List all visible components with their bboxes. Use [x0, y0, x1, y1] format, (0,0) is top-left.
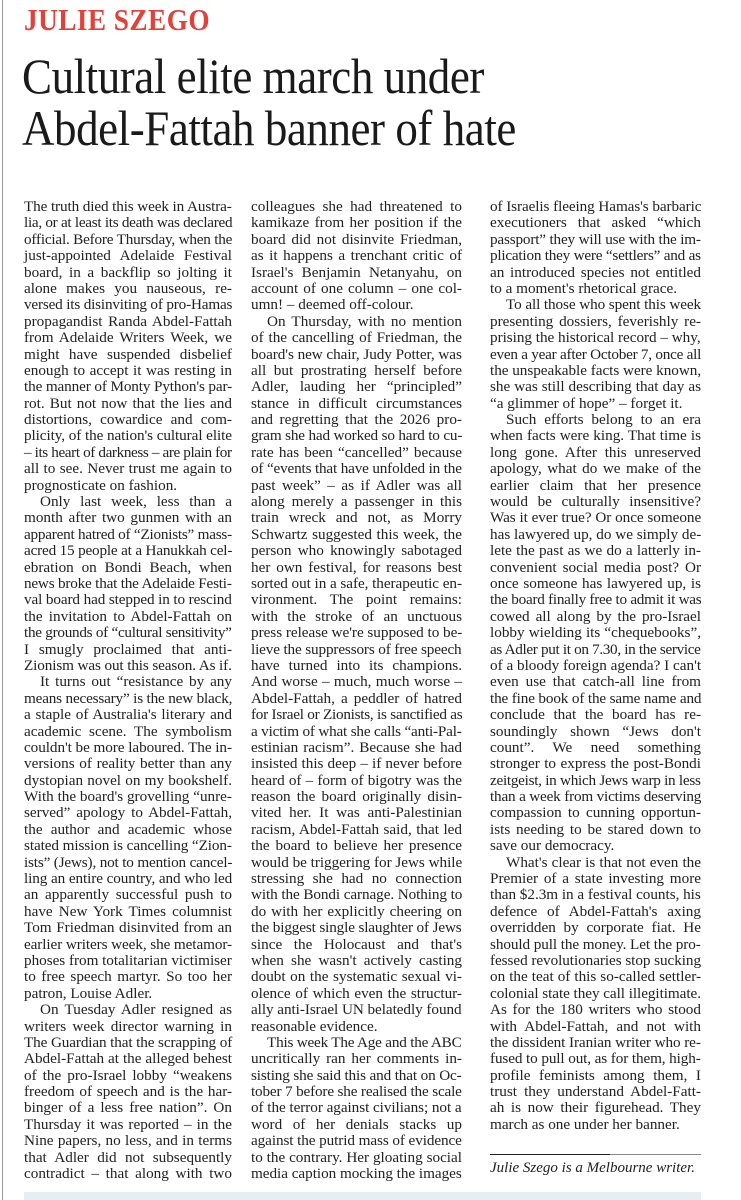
article-line: What's clear is that not even the — [506, 853, 701, 871]
author-byline: JULIE SZEGO — [24, 2, 211, 37]
page-edge-rule — [2, 0, 3, 1200]
article-line: long gone. After this unreserved — [490, 443, 701, 461]
article-line: of a bloody foreign agenda? I can't — [490, 656, 702, 674]
article-line: as Adler put it on 7.30, in the service — [490, 640, 701, 658]
article-line: from Adelaide Writers Week, we — [24, 329, 232, 347]
article-line: the fine book of the same name and — [490, 689, 702, 707]
article-line: all to see. Never trust me again to — [24, 460, 232, 478]
article-line: of the pro-Israel lobby “weakens — [24, 1066, 232, 1084]
article-line: colonial state they call illegitimate. — [490, 984, 701, 1002]
article-line: sisting she said this and that on Oc- — [251, 1066, 462, 1084]
article-line: ally anti-Israel UN belatedly found — [251, 1001, 462, 1019]
article-line: olence of which even the structur- — [251, 984, 462, 1002]
article-line: reason the board originally disin- — [251, 788, 462, 806]
article-line: rot. But not now that the lies and — [24, 394, 232, 412]
article-line: And worse – much, much worse – — [251, 673, 462, 691]
article-line: since the Holocaust and that's — [251, 935, 462, 953]
article-line: have turned into its champions. — [251, 656, 462, 674]
article-line: “a glimmer of hope” – forget it. — [490, 394, 683, 412]
article-line: along merely a passenger in this — [251, 493, 462, 511]
article-line: patron, Louise Adler. — [24, 984, 153, 1002]
article-line: the board finally free to admit it was — [490, 591, 702, 609]
article-line: the author and academic whose — [24, 820, 232, 838]
article-line: lia, or at least its death was declared — [24, 214, 233, 232]
article-line: On Tuesday Adler resigned as — [40, 1001, 232, 1019]
article-line: even use that catch-all line from — [490, 673, 701, 691]
article-line: prising the historical record – why, — [490, 329, 701, 347]
article-line: for Israel or Zionists, is sanctified as — [251, 706, 463, 724]
article-line: defence of Abdel-Fattah's axing — [490, 902, 701, 920]
article-line: contradict – that along with two — [24, 1165, 232, 1183]
article-line: with Abdel-Fattah, and not with — [490, 1017, 701, 1035]
article-line: tober 7 before she realised the scale — [251, 1083, 462, 1101]
article-line: the manner of Monty Python's par- — [24, 378, 233, 396]
article-line: of the terror against civilians; not a — [251, 1099, 462, 1117]
article-line: cowed all along by the pro-Israel — [490, 607, 701, 625]
article-line: do with her explicitly cheering on — [251, 902, 462, 920]
article-line: with the stroke of an unctuous — [251, 607, 462, 625]
article-line: stated mission is cancelling “Zion- — [24, 837, 232, 855]
article-line: heard of – form of bigotry was the — [251, 771, 462, 789]
article-line: On Thursday, with no mention — [267, 312, 462, 330]
article-line: ists needing to be stared down to — [490, 820, 701, 838]
article-line: sorted out in a safe, therapeutic en- — [251, 574, 462, 592]
article-line: writers week director warning in — [24, 1017, 232, 1035]
article-line: past week” – as if Adler was all — [251, 476, 462, 494]
article-line: stance in difficult circumstances — [251, 394, 462, 412]
article-line: account of one column – one col- — [251, 279, 462, 297]
article-line: stressing she had no connection — [251, 870, 462, 888]
headline-line-2: Abdel-Fattah banner of hate — [22, 100, 516, 156]
article-line: apology, what do we make of the — [490, 460, 701, 478]
article-line: acred 15 people at a Hanukkah cel- — [24, 542, 233, 560]
article-line: fused to pull out, as for them, high- — [490, 1050, 701, 1068]
article-line: of Israelis fleeing Hamas's barbaric — [490, 198, 702, 215]
article-line: – its heart of darkness – are plain for — [24, 443, 232, 461]
article-line: press release we're supposed to be- — [251, 624, 463, 642]
article-line: Adler, lauding her “principled” — [251, 378, 462, 396]
article-line: versions of reality better than any — [24, 755, 232, 773]
article-line: should pull the money. Let the pro- — [490, 935, 701, 953]
headline-line-1: Cultural elite march under — [22, 48, 484, 104]
article-line: the invitation to Abdel-Fattah on — [24, 607, 232, 625]
article-line: conclude that the board has re- — [490, 706, 701, 724]
article-line: convenient social media post? Or — [490, 558, 701, 576]
article-line: and regretting that the 2026 pro- — [251, 411, 462, 429]
article-line: person who knowingly sabotaged — [251, 542, 462, 560]
article-line: on the teat of this so-called settler- — [490, 968, 701, 986]
article-line: phoses from totalitarian victimiser — [24, 951, 232, 969]
article-line: gram she had worked so hard to cu- — [251, 427, 463, 445]
article-line: As for the 180 writers who stood — [490, 1001, 701, 1019]
article-line: earlier writers week, she metamor- — [24, 935, 232, 953]
article-column-2 — [251, 199, 462, 1182]
article-line: news broke that the Adelaide Festi- — [24, 574, 232, 592]
article-line: lete the past as we do a latterly in- — [490, 542, 701, 560]
article-line: Was it ever true? Or once someone — [490, 509, 702, 527]
article-line: has lawyered up, do we simply de- — [490, 525, 702, 543]
article-line: colleagues she had threatened to — [251, 198, 462, 215]
article-line: save our democracy. — [490, 837, 615, 855]
article-line: presenting dossiers, feverishly re- — [490, 312, 701, 330]
article-line: march as one under her banner. — [490, 1115, 680, 1133]
article-line: a staple of Australia's literary and — [24, 706, 232, 724]
article-line: versed its disinviting of pro-Hamas — [24, 296, 233, 314]
article-line: umn! – deemed off-colour. — [251, 296, 414, 314]
article-line: ists” (Jews), not to mention cancel- — [24, 853, 233, 871]
article-line: board's new chair, Judy Potter, was — [251, 345, 462, 363]
article-line: an introduced species not entitled — [490, 263, 701, 281]
article-line: val board had stepped in to rescind — [24, 591, 232, 609]
headline — [22, 50, 706, 154]
article-line: to free speech martyr. So too her — [24, 968, 232, 986]
article-line: distortions, cowardice and com- — [24, 411, 232, 429]
article-column-1 — [24, 199, 232, 1182]
article-line: insisted this deep – if never before — [251, 755, 462, 773]
article-line: rate has been “cancelled” because — [251, 443, 462, 461]
article-line: than $2.3m in a festival counts, his — [490, 886, 701, 904]
article-line: Only last week, less than a — [40, 493, 232, 511]
article-line: fessed revolutionaries stop sucking — [490, 951, 702, 969]
article-line: Such efforts belong to an era — [506, 411, 701, 429]
author-signoff: Julie Szego is a Melbourne writer. — [490, 1160, 695, 1176]
article-line: would be triggering for Jews while — [251, 853, 463, 871]
signoff-divider — [490, 1154, 701, 1155]
article-line: ling an entire country, and who led — [24, 870, 233, 888]
article-line: Tom Friedman disinvited from an — [24, 919, 232, 937]
article-line: enough to accept it was resting in — [24, 361, 232, 379]
article-line: official. Before Thursday, when the — [24, 230, 233, 248]
article-line: with the Bondi carnage. Nothing to — [251, 886, 463, 904]
article-line: Premier of a state investing more — [490, 870, 701, 888]
article-line: month after two gunmen with an — [24, 509, 232, 527]
article-line: even a year after October 7, once all — [490, 345, 702, 363]
article-line: have New York Times columnist — [24, 902, 232, 920]
article-line: media caption mocking the images — [251, 1165, 462, 1183]
article-line: ebration on Bondi Beach, when — [24, 558, 232, 576]
article-line: binger of a less free nation”. On — [24, 1099, 232, 1117]
article-line: vited her. It was anti-Palestinian — [251, 804, 462, 822]
article-line: soundingly shown “Jews don't — [490, 722, 701, 740]
article-line: I smugly proclaimed that anti- — [24, 640, 232, 658]
article-line: racism, Abdel-Fattah said, that led — [251, 820, 462, 838]
article-line: estinian racism”. Because she had — [251, 738, 462, 756]
article-line: of the cancelling of Friedman, the — [251, 329, 462, 347]
article-line: against the putrid mass of evidence — [251, 1132, 462, 1150]
article-line: compassion to cunning opportun- — [490, 804, 701, 822]
article-line: of “events that have unfolded in the — [251, 460, 462, 478]
article-line: might have suspended disbelief — [24, 345, 232, 363]
article-line: an apparently successful push to — [24, 886, 232, 904]
article-line: that Adler did not subsequently — [24, 1148, 232, 1166]
article-line: apparent hatred of “Zionists” mass- — [24, 525, 232, 543]
article-line: stronger to express the post-Bondi — [490, 755, 701, 773]
article-line: train wreck and not, as Morry — [251, 509, 462, 527]
article-line: executioners that asked “which — [490, 214, 701, 232]
article-line: With the board's grovelling “unre- — [24, 788, 232, 806]
article-line: lobby wielding its “chequebooks”, — [490, 624, 701, 642]
article-line: Thursday it was reported – in the — [24, 1115, 232, 1133]
article-line: she was still describing that day as — [490, 378, 701, 396]
article-line: Israel's Benjamin Netanyahu, on — [251, 263, 462, 281]
article-line: earlier claim that her presence — [490, 476, 701, 494]
article-line: doubt on the systematic sexual vi- — [251, 968, 462, 986]
article-line: The truth died this week in Austra- — [24, 198, 232, 215]
article-line: her own festival, for reasons best — [251, 558, 462, 576]
article-line: lieve the suppressors of free speech — [251, 640, 462, 658]
article-line: count”. We need something — [490, 738, 701, 756]
article-line: freedom of speech and is the har- — [24, 1083, 232, 1101]
article-line: ah is now their figurehead. They — [490, 1099, 701, 1117]
article-line: word of her denials stacks up — [251, 1115, 462, 1133]
article-line: uncritically ran her comments in- — [251, 1050, 462, 1068]
article-line: Abdel-Fattah, a peddler of hatred — [251, 689, 462, 707]
article-line: Schwartz suggested this week, the — [251, 525, 462, 543]
article-line: alone makes you nauseous, re- — [24, 279, 232, 297]
article-line: the unspeakable facts were known, — [490, 361, 702, 379]
article-line: passport” they will use with the im- — [490, 230, 701, 248]
article-line: when she wasn't actively casting — [251, 951, 462, 969]
article-line: To all those who spent this week — [506, 296, 702, 314]
article-line: plicity, of the nation's cultural elite — [24, 427, 232, 445]
article-line: just-appointed Adelaide Festival — [24, 247, 232, 265]
article-line: the board to believe her presence — [251, 837, 462, 855]
article-line: the grounds of “cultural sensitivity” — [24, 624, 232, 642]
article-line: as it happens a trenchant critic of — [251, 247, 462, 265]
article-line: Nine papers, no less, and in terms — [24, 1132, 232, 1150]
article-line: overridden by corporate fiat. He — [490, 919, 701, 937]
article-line: plication they were “settlers” and as — [490, 247, 701, 265]
article-line: couldn't be more laboured. The in- — [24, 738, 232, 756]
article-line: board, in a backflip so jolting it — [24, 263, 232, 281]
article-line: Zionism was out this season. As if. — [24, 656, 232, 674]
article-line: Abdel-Fattah at the alleged behest — [24, 1050, 232, 1068]
bottom-band — [24, 1192, 701, 1200]
article-line: to the contrary. Her gloating social — [251, 1148, 462, 1166]
article-line: kamikaze from her position if the — [251, 214, 462, 232]
article-line: means necessary” is the new black, — [24, 689, 233, 707]
article-line: the dissident Iranian writer who re- — [490, 1033, 701, 1051]
article-line: to a moment's rhetorical grace. — [490, 279, 678, 297]
article-line: profile feminists among them, I — [490, 1066, 701, 1084]
article-line: dystopian novel on my bookshelf. — [24, 771, 232, 789]
article-line: reasonable evidence. — [251, 1017, 378, 1035]
article-line: board did not disinvite Friedman, — [251, 230, 462, 248]
article-line: academic scene. The symbolism — [24, 722, 232, 740]
article-line: served” apology to Abdel-Fattah, — [24, 804, 232, 822]
article-line: propagandist Randa Abdel-Fattah — [24, 312, 232, 330]
article-line: zeitgeist, in which Jews warp in less — [490, 771, 701, 789]
article-line: It turns out “resistance by any — [40, 673, 232, 691]
article-line: when facts were king. That time is — [490, 427, 701, 445]
article-line: once someone has lawyered up, is — [490, 574, 701, 592]
article-line: This week The Age and the ABC — [267, 1033, 462, 1051]
article-line: than a week from victims deserving — [490, 788, 702, 806]
article-line: The Guardian that the scrapping of — [24, 1033, 233, 1051]
article-line: a victim of what she calls “anti-Pal- — [251, 722, 462, 740]
article-line: prognosticate on fashion. — [24, 476, 178, 494]
article-line: vironment. The point remains: — [251, 591, 462, 609]
article-line: trust they understand Abdel-Fatt- — [490, 1083, 701, 1101]
article-line: would be culturally insensitive? — [490, 493, 701, 511]
article-line: the biggest single slaughter of Jews — [251, 919, 462, 937]
article-line: all but prostrating herself before — [251, 361, 462, 379]
article-column-3 — [490, 199, 701, 1133]
